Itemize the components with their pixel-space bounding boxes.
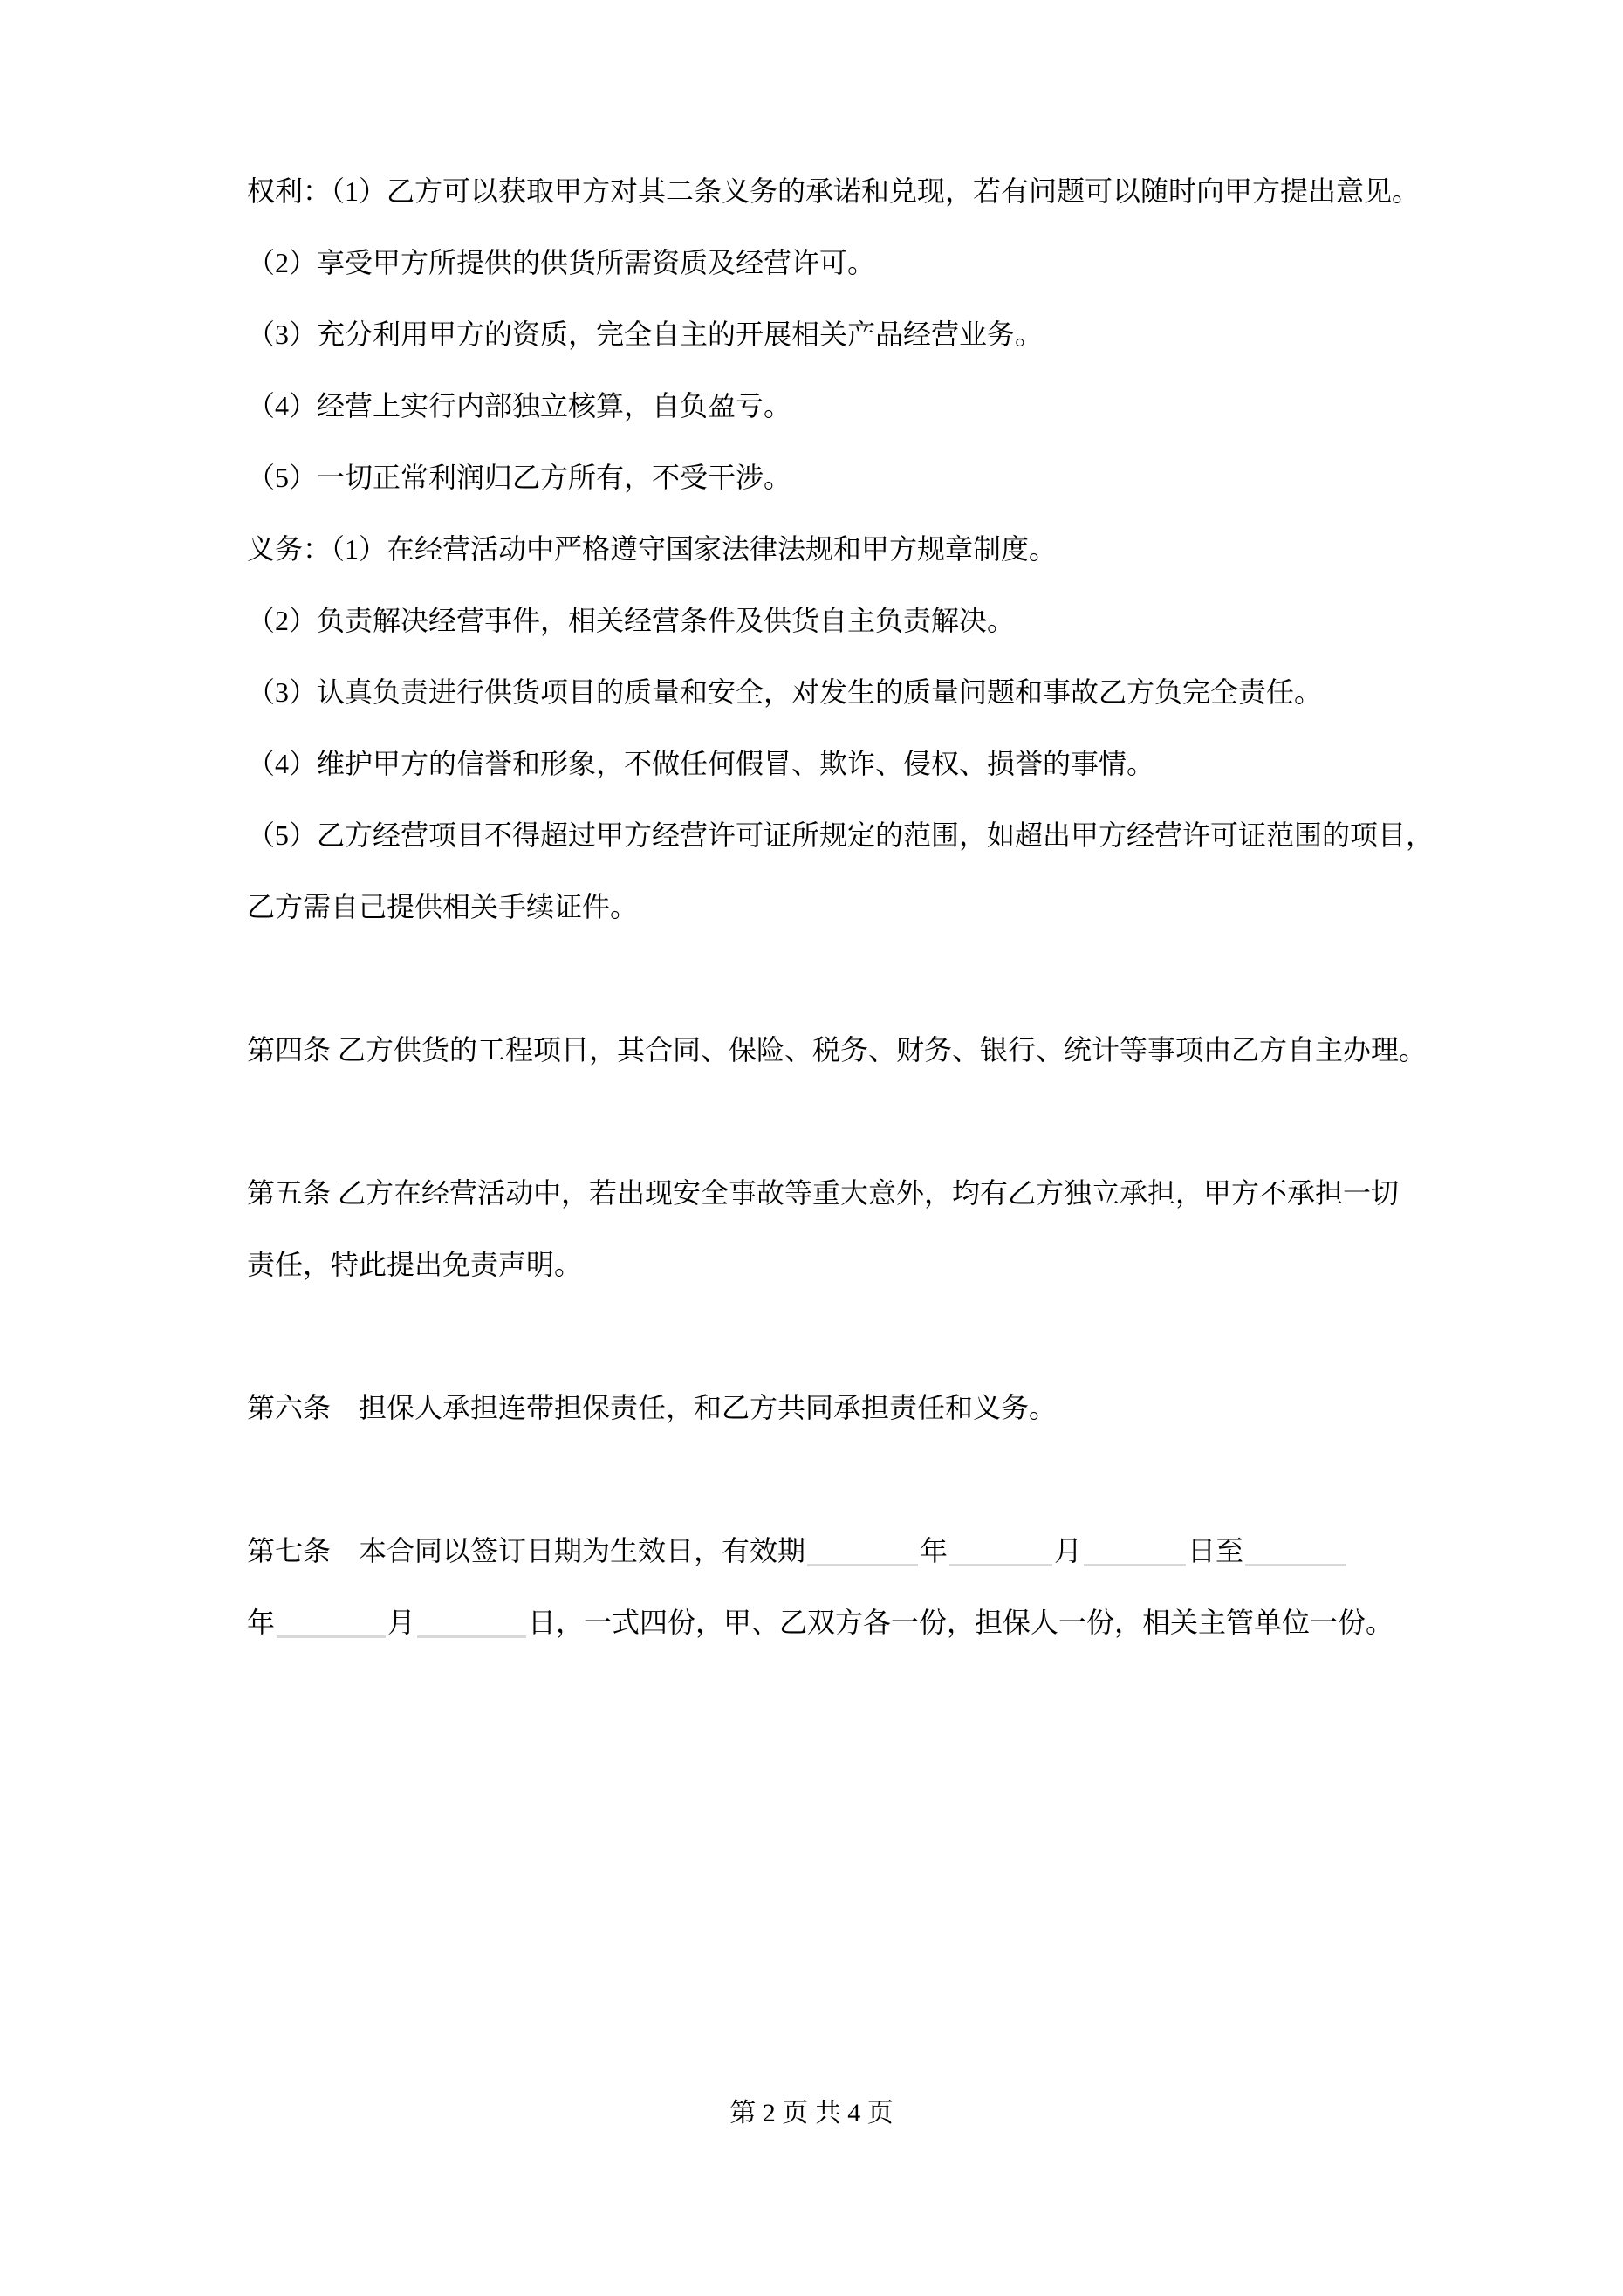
day-to-label: 日至 <box>1188 1535 1244 1566</box>
paragraph-duties-5-line2: 乙方需自己提供相关手续证件。 <box>247 891 639 922</box>
paragraph-rights-5: （5）一切正常利润归乙方所有，不受干涉。 <box>247 462 792 493</box>
article-7-rest: 日，一式四份，甲、乙双方各一份，担保人一份，相关主管单位一份。 <box>528 1607 1394 1638</box>
month-label: 月 <box>387 1607 416 1638</box>
paragraph-duties-4: （4）维护甲方的信誉和形象，不做任何假冒、欺诈、侵权、损誉的事情。 <box>247 748 1155 779</box>
page-number-footer: 第 2 页 共 4 页 <box>729 2099 894 2128</box>
paragraph-article-7-line1 <box>247 1515 1390 1587</box>
article-7-prefix: 第七条 本合同以签订日期为生效日，有效期 <box>247 1535 806 1566</box>
blank-line <box>247 1300 1390 1372</box>
year-label: 年 <box>920 1535 948 1566</box>
fill-in-blank-expiry-year <box>1245 1563 1346 1566</box>
paragraph-rights-2: （2）享受甲方所提供的供货所需资质及经营许可。 <box>247 247 876 278</box>
fill-in-blank-effective-year <box>807 1563 918 1566</box>
paragraph-rights-1: 权利：（1）乙方可以获取甲方对其二条义务的承诺和兑现，若有问题可以随时向甲方提出意见。 <box>247 175 1421 207</box>
blank-line <box>247 1443 1390 1515</box>
paragraph-rights-4: （4）经营上实行内部独立核算，自负盈亏。 <box>247 390 792 422</box>
paragraph-duties-1: 义务：（1）在经营活动中严格遵守国家法律法规和甲方规章制度。 <box>247 533 1058 565</box>
fill-in-blank-expiry-month <box>277 1635 386 1638</box>
document-body <box>247 155 1435 1658</box>
fill-in-blank-expiry-day <box>417 1635 526 1638</box>
paragraph-duties-3: （3）认真负责进行供货项目的质量和安全，对发生的质量问题和事故乙方负完全责任。 <box>247 676 1323 708</box>
blank-line <box>247 942 1390 1014</box>
fill-in-blank-effective-month <box>949 1563 1052 1566</box>
month-label: 月 <box>1054 1535 1083 1566</box>
paragraph-article-5-line2: 责任，特此提出免责声明。 <box>247 1249 583 1280</box>
paragraph-article-6: 第六条 担保人承担连带担保责任，和乙方共同承担责任和义务。 <box>247 1392 1058 1423</box>
paragraph-article-5-line1: 第五条 乙方在经营活动中，若出现安全事故等重大意外，均有乙方独立承担，甲方不承担一切 <box>247 1177 1400 1209</box>
paragraph-duties-2: （2）负责解决经营事件，相关经营条件及供货自主负责解决。 <box>247 605 1016 636</box>
paragraph-duties-5-line1: （5）乙方经营项目不得超过甲方经营许可证所规定的范围，如超出甲方经营许可证范围的项目， <box>247 819 1435 851</box>
paragraph-article-4: 第四条 乙方供货的工程项目，其合同、保险、税务、财务、银行、统计等事项由乙方自主办理。 <box>247 1034 1428 1066</box>
blank-line <box>247 1086 1390 1157</box>
paragraph-rights-3: （3）充分利用甲方的资质，完全自主的开展相关产品经营业务。 <box>247 319 1044 350</box>
fill-in-blank-effective-day <box>1084 1563 1186 1566</box>
paragraph-article-7-line2 <box>247 1587 1394 1658</box>
year-label: 年 <box>247 1607 276 1638</box>
